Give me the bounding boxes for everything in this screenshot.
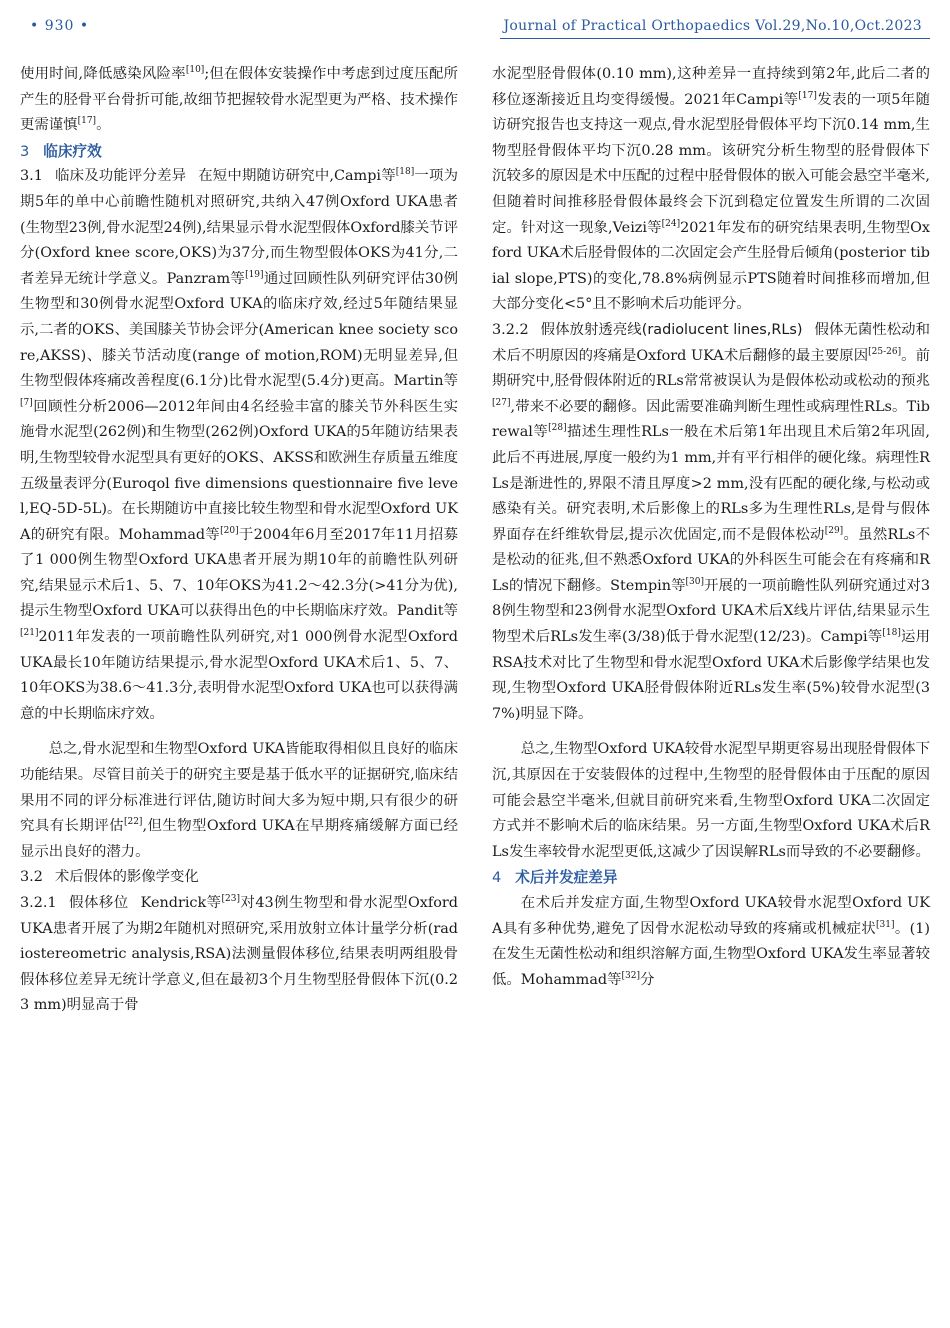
citation[interactable]: [21] — [20, 628, 39, 639]
citation[interactable]: [32] — [621, 970, 640, 981]
citation[interactable]: [17] — [77, 116, 97, 127]
citation[interactable]: [7] — [20, 397, 33, 408]
citation[interactable]: [25-26] — [868, 346, 902, 357]
paragraph-3-1: 3.1 临床及功能评分差异 在短中期随访研究中,Campi等[18]一项为期5年的单中心前瞻性随机对照研究,共纳入47例Oxford UKA患者(生物型23例,骨水泥型24例),结果显示骨水泥型假体Oxford膝关节评分(Oxford knee score,OKS)为37分,而生物型假体OKS为41分,二者差异无统计学意义。Panzram等[19]通过回顾性队列研究评估30例生物型和30例骨水泥型Oxford UKA的临床疗效,经过5年随结果显示,二者的OKS、美国膝关节协会评分(American knee society score,AKSS)、膝关节活动度(range of motion,ROM)无明显差异,但生物型假体疼痛改善程度(6.1分)比骨水泥型(5.4分)更高。Martin等[7]回顾性分析2006—2012年间由4名经验丰富的膝关节外科医生实施骨水泥型(262例)和生物型(262例)Oxford UKA的5年随访结果表明,生物型较骨水泥型具有更好的OKS、AKSS和欧洲生存质量五维度五级量表评分(Euroqol five dimensions questionnaire five level,EQ-5D-5L)。在长期随访中直接比较生物型和骨水泥型Oxford UKA的研究有限。Mohammad等[20]于2004年6月至2017年11月招募了1 000例生物型Oxford UKA患者开展为期10年的前瞻性队列研究,结果显示术后1、5、7、10年OKS为41.2～42.3分(>41分为优),提示生物型Oxford UKA可以获得出色的中长期临床疗效。Pandit等[21]2011年发表的一项前瞻性队列研究,对1 000例骨水泥型Oxford UKA最长10年随访结果提示,骨水泥型Oxford UKA术后1、5、7、10年OKS为38.6～41.3分,表明骨水泥型Oxford UKA也可以获得满意的中长期临床疗效。 — [20, 167, 459, 722]
citation[interactable]: [20] — [220, 525, 239, 536]
citation[interactable]: [17] — [798, 90, 817, 101]
journal-title: Journal of Practical Orthopaedics Vol.29,No.10,Oct.2023 — [503, 18, 922, 34]
subsection-heading: 假体移位 — [68, 895, 129, 911]
citation[interactable]: [23] — [221, 894, 241, 905]
citation[interactable]: [24] — [661, 218, 681, 229]
section-heading-4: 4 术后并发症差异 — [492, 869, 618, 887]
citation[interactable]: [18] — [395, 167, 415, 178]
citation[interactable]: [30] — [685, 577, 705, 588]
citation[interactable]: [10] — [185, 65, 205, 76]
header-rule — [500, 38, 930, 39]
paragraph: 水泥型胫骨假体(0.10 mm),这种差异一直持续到第2年,此后二者的移位逐渐接近且均变得缓慢。2021年Campi等[17]发表的一项5年随访研究报告也支持这一观点,骨水泥型胫骨假体平均下沉0.14 mm,生物型胫骨假体平均下沉0.28 mm。该研究分析生物型的胫骨假体下沉较多的原因是术中压配的过程中胫骨假体的嵌入可能会悬空半毫米,但随着时间推移胫骨假体最终会下沉到稳定位置发生所谓的二次固定。针对这一现象,Veizi等[24]2021年发布的研究结果表明,生物型Oxford UKA术后胫骨假体的二次固定会产生胫骨后倾角(posterior tibial slope,PTS)的变化,78.8%病例显示PTS随着时间推移而增加,但大部分变化<5°且不影响术后功能评分。 — [492, 66, 930, 313]
right-column — [492, 62, 930, 993]
summary-paragraph: 总之,生物型Oxford UKA较骨水泥型早期更容易出现胫骨假体下沉,其原因在于安装假体的过程中,生物型的胫骨假体由于压配的原因可能会悬空半毫米,但就目前研究来看,生物型Oxford UKA二次固定方式并不影响术后的临床结果。另一方面,生物型Oxford UKA术后RLs发生率较骨水泥型更低,这减少了因误解RLs而导致的不必要翻修。 — [492, 741, 930, 860]
citation[interactable]: [19] — [245, 269, 264, 280]
citation[interactable]: [18] — [882, 628, 901, 639]
section-heading-3: 3 临床疗效 — [20, 142, 102, 160]
paragraph-3-2-2: 3.2.2 假体放射透亮线(radiolucent lines,RLs) 假体无菌性松动和术后不明原因的疼痛是Oxford UKA术后翻修的最主要原因[25-26]。前期研究中,胫骨假体附近的RLs常常被误认为是假体松动或松动的预兆[27],带来不必要的翻修。因此需要准确判断生理性或病理性RLs。Tibrewal等[28]描述生理性RLs一般在术后第1年出现且术后第2年巩固,此后不再进展,厚度一般约为1 mm,并有平行相伴的硬化缘。病理性RLs是渐进性的,界限不清且厚度>2 mm,没有匹配的硬化缘,与松动或感染有关。研究表明,术后影像上的RLs多为生理性RLs,是骨与假体界面存在纤维软骨层,提示次优固定,而不是假体松动[29]。虽然RLs不是松动的征兆,但不熟悉Oxford UKA的外科医生可能会在有疼痛和RLs的情况下翻修。Stempin等[30]开展的一项前瞻性队列研究通过对38例生物型和23例骨水泥型Oxford UKA术后X线片评估,结果显示生物型术后RLs发生率(3/38)低于骨水泥型(12/23)。Campi等[18]运用RSA技术对比了生物型和骨水泥型Oxford UKA术后影像学结果也发现,生物型Oxford UKA胫骨假体附近RLs发生率(5%)较骨水泥型(37%)明显下降。 — [492, 321, 930, 722]
subsection-heading: 假体放射透亮线(radiolucent lines,RLs) — [540, 321, 803, 338]
citation[interactable]: [28] — [548, 423, 567, 434]
summary-paragraph: 总之,骨水泥型和生物型Oxford UKA皆能取得相似且良好的临床功能结果。尽管目前关于的研究主要是基于低水平的证据研究,临床结果用不同的评分标准进行评估,随访时间大多为短中期,只有很少的研究具有长期评估[22],但生物型Oxford UKA在早期疼痛缓解方面已经显示出良好的潜力。 — [20, 741, 458, 860]
citation[interactable]: [29] — [824, 525, 844, 536]
section-heading-3-2: 3.2 术后假体的影像学变化 — [20, 869, 199, 886]
page-number: • 930 • — [30, 18, 90, 34]
paragraph-4: 在术后并发症方面,生物型Oxford UKA较骨水泥型Oxford UKA具有多种优势,避免了因骨水泥松动导致的疼痛或机械症状[31]。(1)在发生无菌性松动和组织溶解方面,生物型Oxford UKA发生率显著较低。Mohammad等[32]分 — [492, 895, 930, 988]
citation[interactable]: [27] — [492, 397, 511, 408]
citation[interactable]: [31] — [876, 919, 895, 930]
citation[interactable]: [22] — [123, 817, 143, 828]
paragraph: 使用时间,降低感染风险率[10];但在假体安装操作中考虑到过度压配所产生的胫骨平台骨折可能,故细节把握较骨水泥型更为严格、技术操作更需谨慎[17]。 — [20, 65, 458, 134]
paragraph-3-2-1: 3.2.1 假体移位 Kendrick等[23]对43例生物型和骨水泥型Oxford UKA患者开展了为期2年随机对照研究,采用放射立体计量学分析(radiostereometric analysis,RSA)法测量假体移位,结果表明两组股骨假体移位差异无统计学意义,但在最初3个月生物型胫骨假体下沉(0.23 mm)明显高于骨 — [20, 894, 458, 1014]
subsection-heading: 临床及功能评分差异 — [54, 168, 187, 185]
running-header — [20, 14, 930, 38]
left-column — [20, 62, 458, 1019]
